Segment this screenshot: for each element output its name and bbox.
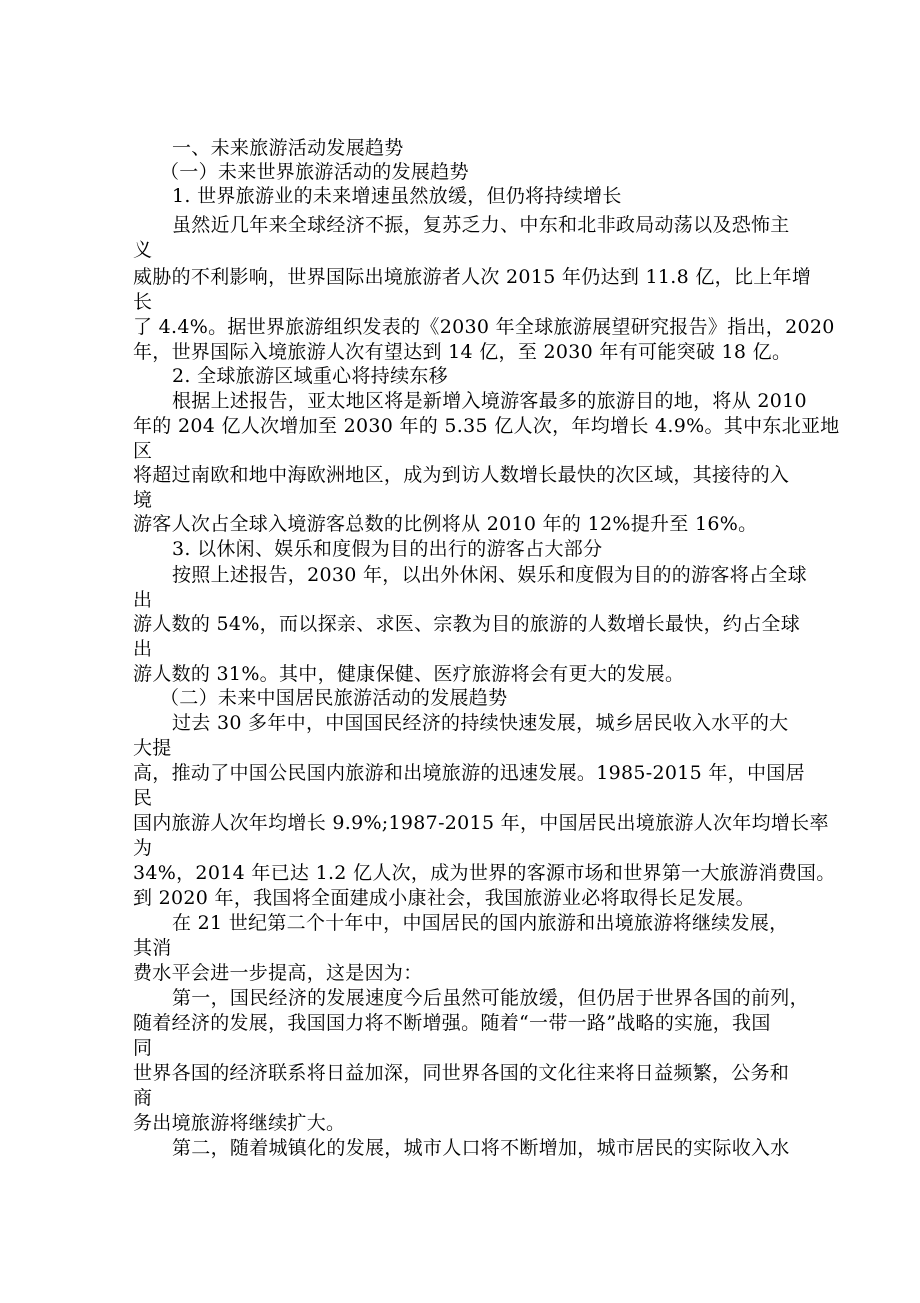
paragraph-line: 第二，随着城镇化的发展，城市人口将不断增加，城市居民的实际收入水 bbox=[172, 1137, 790, 1159]
paragraph-line: 费水平会进一步提高，这是因为： bbox=[133, 962, 423, 984]
heading-2: （二）未来中国居民旅游活动的发展趋势 bbox=[160, 687, 508, 709]
paragraph-line: 出 bbox=[133, 589, 153, 611]
paragraph-line: 长 bbox=[133, 291, 153, 313]
paragraph-line: 了 4.4%。据世界旅游组织发表的《2030 年全球旅游展望研究报告》指出，2020 bbox=[133, 316, 835, 338]
paragraph-line: 根据上述报告，亚太地区将是新增入境游客最多的旅游目的地，将从 2010 bbox=[172, 390, 807, 412]
paragraph-line: 出 bbox=[133, 638, 153, 660]
paragraph-line: 境 bbox=[133, 489, 153, 511]
heading-2: （一）未来世界旅游活动的发展趋势 bbox=[160, 161, 469, 183]
paragraph-line: 威胁的不利影响，世界国际出境旅游者人次 2015 年仍达到 11.8 亿，比上年增 bbox=[133, 266, 812, 288]
paragraph-line: 年的 204 亿人次增加至 2030 年的 5.35 亿人次，年均增长 4.9%。其中东北亚地 bbox=[133, 415, 840, 437]
paragraph-line: 随着经济的发展，我国国力将不断增强。随着“一带一路”战略的实施，我国 bbox=[133, 1012, 771, 1034]
heading-3: 2. 全球旅游区域重心将持续东移 bbox=[172, 365, 448, 387]
heading-3: 1. 世界旅游业的未来增速虽然放缓，但仍将持续增长 bbox=[172, 185, 622, 207]
paragraph-line: 在 21 世纪第二个十年中，中国居民的国内旅游和出境旅游将继续发展， bbox=[172, 912, 789, 934]
paragraph-line: 商 bbox=[133, 1087, 153, 1109]
paragraph-line: 游人数的 31%。其中，健康保健、医疗旅游将会有更大的发展。 bbox=[133, 663, 685, 685]
paragraph-line: 国内旅游人次年均增长 9.9%;1987-2015 年，中国居民出境旅游人次年均增长率 bbox=[133, 812, 829, 834]
paragraph-line: 世界各国的经济联系将日益加深，同世界各国的文化往来将日益频繁，公务和 bbox=[133, 1062, 790, 1084]
heading-3: 3. 以休闲、娱乐和度假为目的出行的游客占大部分 bbox=[172, 538, 603, 560]
heading-1: 一、未来旅游活动发展趋势 bbox=[172, 137, 404, 159]
paragraph-line: 区 bbox=[133, 440, 153, 462]
paragraph-line: 其消 bbox=[133, 937, 172, 959]
paragraph-line: 高，推动了中国公民国内旅游和出境旅游的迅速发展。1985-2015 年，中国居 bbox=[133, 762, 805, 784]
paragraph-line: 义 bbox=[133, 239, 153, 261]
paragraph-line: 虽然近几年来全球经济不振，复苏乏力、中东和北非政局动荡以及恐怖主 bbox=[172, 214, 790, 236]
paragraph-line: 民 bbox=[133, 787, 153, 809]
paragraph-line: 到 2020 年，我国将全面建成小康社会，我国旅游业必将取得长足发展。 bbox=[133, 887, 755, 909]
paragraph-line: 务出境旅游将继续扩大。 bbox=[133, 1112, 346, 1134]
paragraph-line: 同 bbox=[133, 1037, 153, 1059]
paragraph-line: 游客人次占全球入境游客总数的比例将从 2010 年的 12%提升至 16%。 bbox=[133, 513, 758, 535]
paragraph-line: 第一，国民经济的发展速度今后虽然可能放缓，但仍居于世界各国的前列， bbox=[172, 987, 809, 1009]
paragraph-line: 为 bbox=[133, 837, 153, 859]
paragraph-line: 将超过南欧和地中海欧洲地区，成为到访人数增长最快的次区域，其接待的入 bbox=[133, 464, 790, 486]
paragraph-line: 游人数的 54%，而以探亲、求医、宗教为目的旅游的人数增长最快，约占全球 bbox=[133, 613, 801, 635]
paragraph-line: 大提 bbox=[133, 737, 172, 759]
paragraph-line: 按照上述报告，2030 年，以出外休闲、娱乐和度假为目的的游客将占全球 bbox=[172, 564, 807, 586]
paragraph-line: 年，世界国际入境旅游人次有望达到 14 亿，至 2030 年有可能突破 18 亿。 bbox=[133, 341, 792, 363]
paragraph-line: 34%，2014 年已达 1.2 亿人次，成为世界的客源市场和世界第一大旅游消费国。 bbox=[133, 862, 836, 884]
paragraph-line: 过去 30 多年中，中国国民经济的持续快速发展，城乡居民收入水平的大 bbox=[172, 712, 789, 734]
